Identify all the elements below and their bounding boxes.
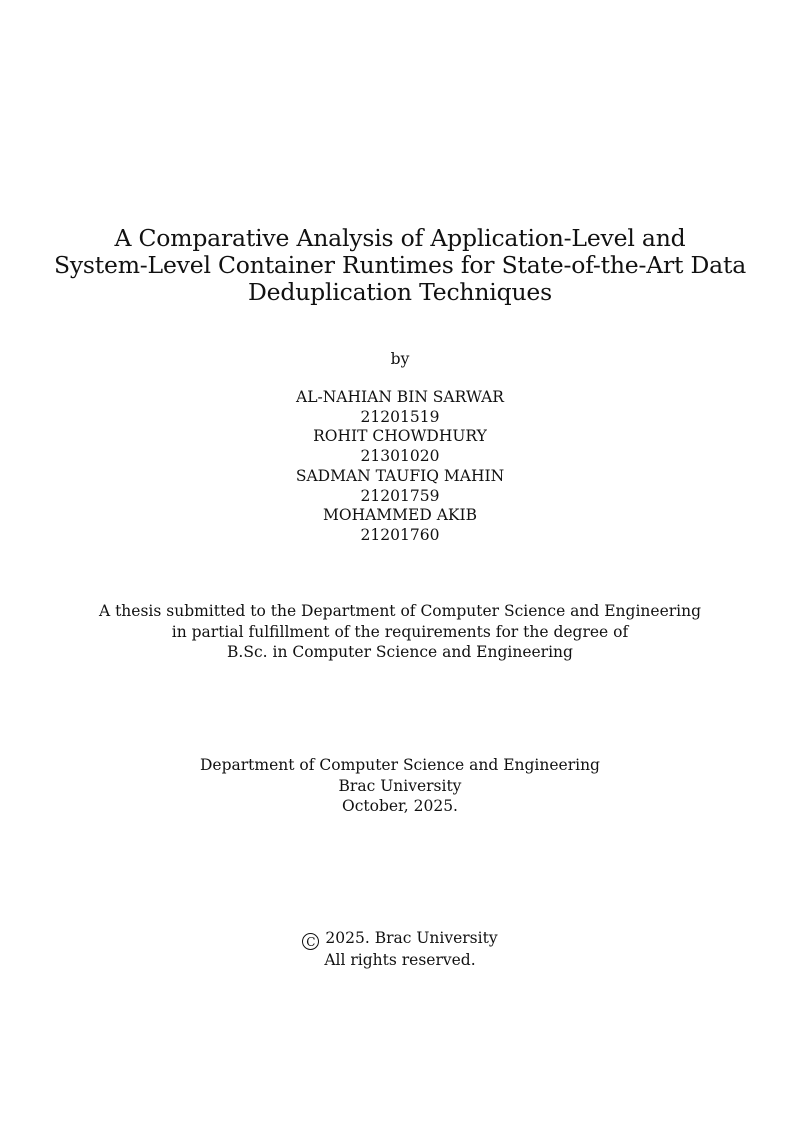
rights-text: All rights reserved. [324, 951, 476, 969]
author-id: 21301020 [360, 447, 440, 466]
author-id: 21201760 [360, 525, 440, 544]
author-id: 21201759 [360, 486, 440, 505]
thesis-title [0, 225, 800, 306]
university-name: Brac University [338, 776, 462, 795]
submission-line: in partial fulfillment of the requirements for the degree of [171, 622, 629, 641]
author-name: ROHIT CHOWDHURY [313, 427, 487, 446]
submission-statement [0, 601, 800, 663]
copyright-line [0, 928, 800, 950]
submission-line: B.Sc. in Computer Science and Engineering [227, 643, 573, 661]
title-line: A Comparative Analysis of Application-Level and [114, 224, 686, 252]
submission-date: October, 2025. [342, 797, 458, 815]
author-name: MOHAMMED AKIB [323, 506, 477, 525]
copyright-text: 2025. Brac University [325, 929, 498, 947]
title-line: Deduplication Techniques [248, 278, 552, 306]
submission-line: A thesis submitted to the Department of Computer Science and Engineering [98, 602, 702, 620]
affiliation [0, 755, 800, 817]
by-label: by [390, 350, 410, 368]
copyright-icon: C [302, 933, 319, 950]
copyright-notice [0, 928, 800, 971]
department-name: Department of Computer Science and Engineering [200, 756, 600, 774]
author-id: 21201519 [360, 407, 440, 426]
author-name: AL-NAHIAN BIN SARWAR [296, 388, 504, 406]
title-line: System-Level Container Runtimes for State-of-the-Art Data [53, 251, 747, 279]
author-name: SADMAN TAUFIQ MAHIN [295, 466, 505, 485]
author-list [0, 388, 800, 546]
